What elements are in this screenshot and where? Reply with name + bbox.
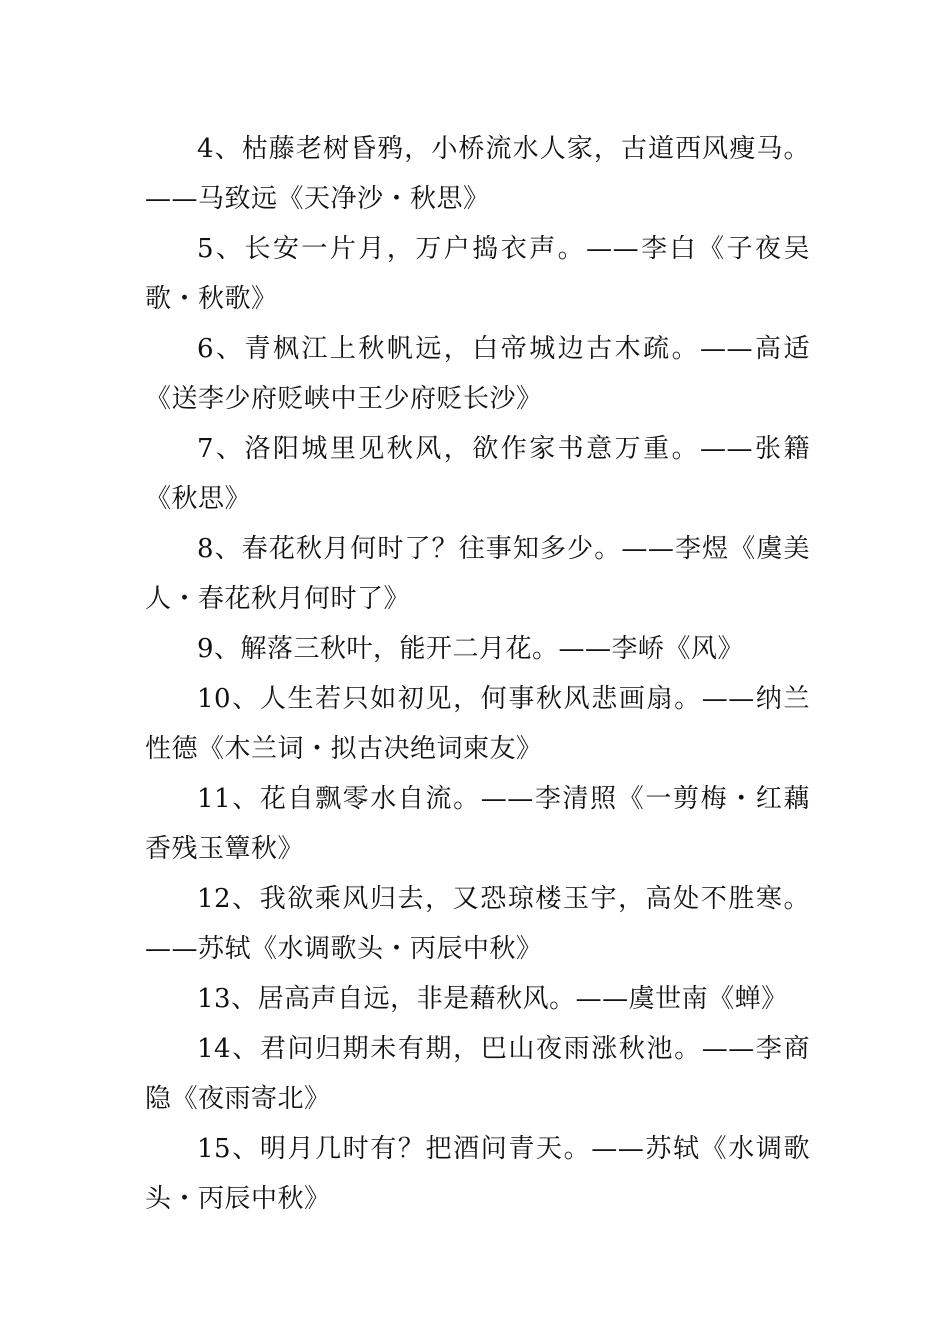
document-body <box>145 124 810 1224</box>
poem-line-10: 10、人生若只如初见，何事秋风悲画扇。——纳兰性德《木兰词・拟古决绝词柬友》 <box>145 684 810 764</box>
poem-line-7: 7、洛阳城里见秋风，欲作家书意万重。——张籍《秋思》 <box>145 434 810 514</box>
poem-line-8: 8、春花秋月何时了？往事知多少。——李煜《虞美人・春花秋月何时了》 <box>145 534 810 614</box>
poem-line-9: 9、解落三秋叶，能开二月花。——李峤《风》 <box>197 634 745 664</box>
poem-line-11: 11、花自飘零水自流。——李清照《一剪梅・红藕香残玉簟秋》 <box>145 784 810 864</box>
poem-line-14: 14、君问归期未有期，巴山夜雨涨秋池。——李商隐《夜雨寄北》 <box>145 1034 810 1114</box>
poem-line-4: 4、枯藤老树昏鸦，小桥流水人家，古道西风瘦马。——马致远《天净沙・秋思》 <box>145 134 810 214</box>
poem-line-12: 12、我欲乘风归去，又恐琼楼玉宇，高处不胜寒。——苏轼《水调歌头・丙辰中秋》 <box>145 884 810 964</box>
poem-line-13: 13、居高声自远，非是藉秋风。——虞世南《蝉》 <box>197 984 788 1014</box>
poem-line-15: 15、明月几时有？把酒问青天。——苏轼《水调歌头・丙辰中秋》 <box>145 1134 810 1214</box>
poem-line-5: 5、长安一片月，万户捣衣声。——李白《子夜吴歌・秋歌》 <box>145 234 810 314</box>
poem-line-6: 6、青枫江上秋帆远，白帝城边古木疏。——高适《送李少府贬峡中王少府贬长沙》 <box>145 334 810 414</box>
